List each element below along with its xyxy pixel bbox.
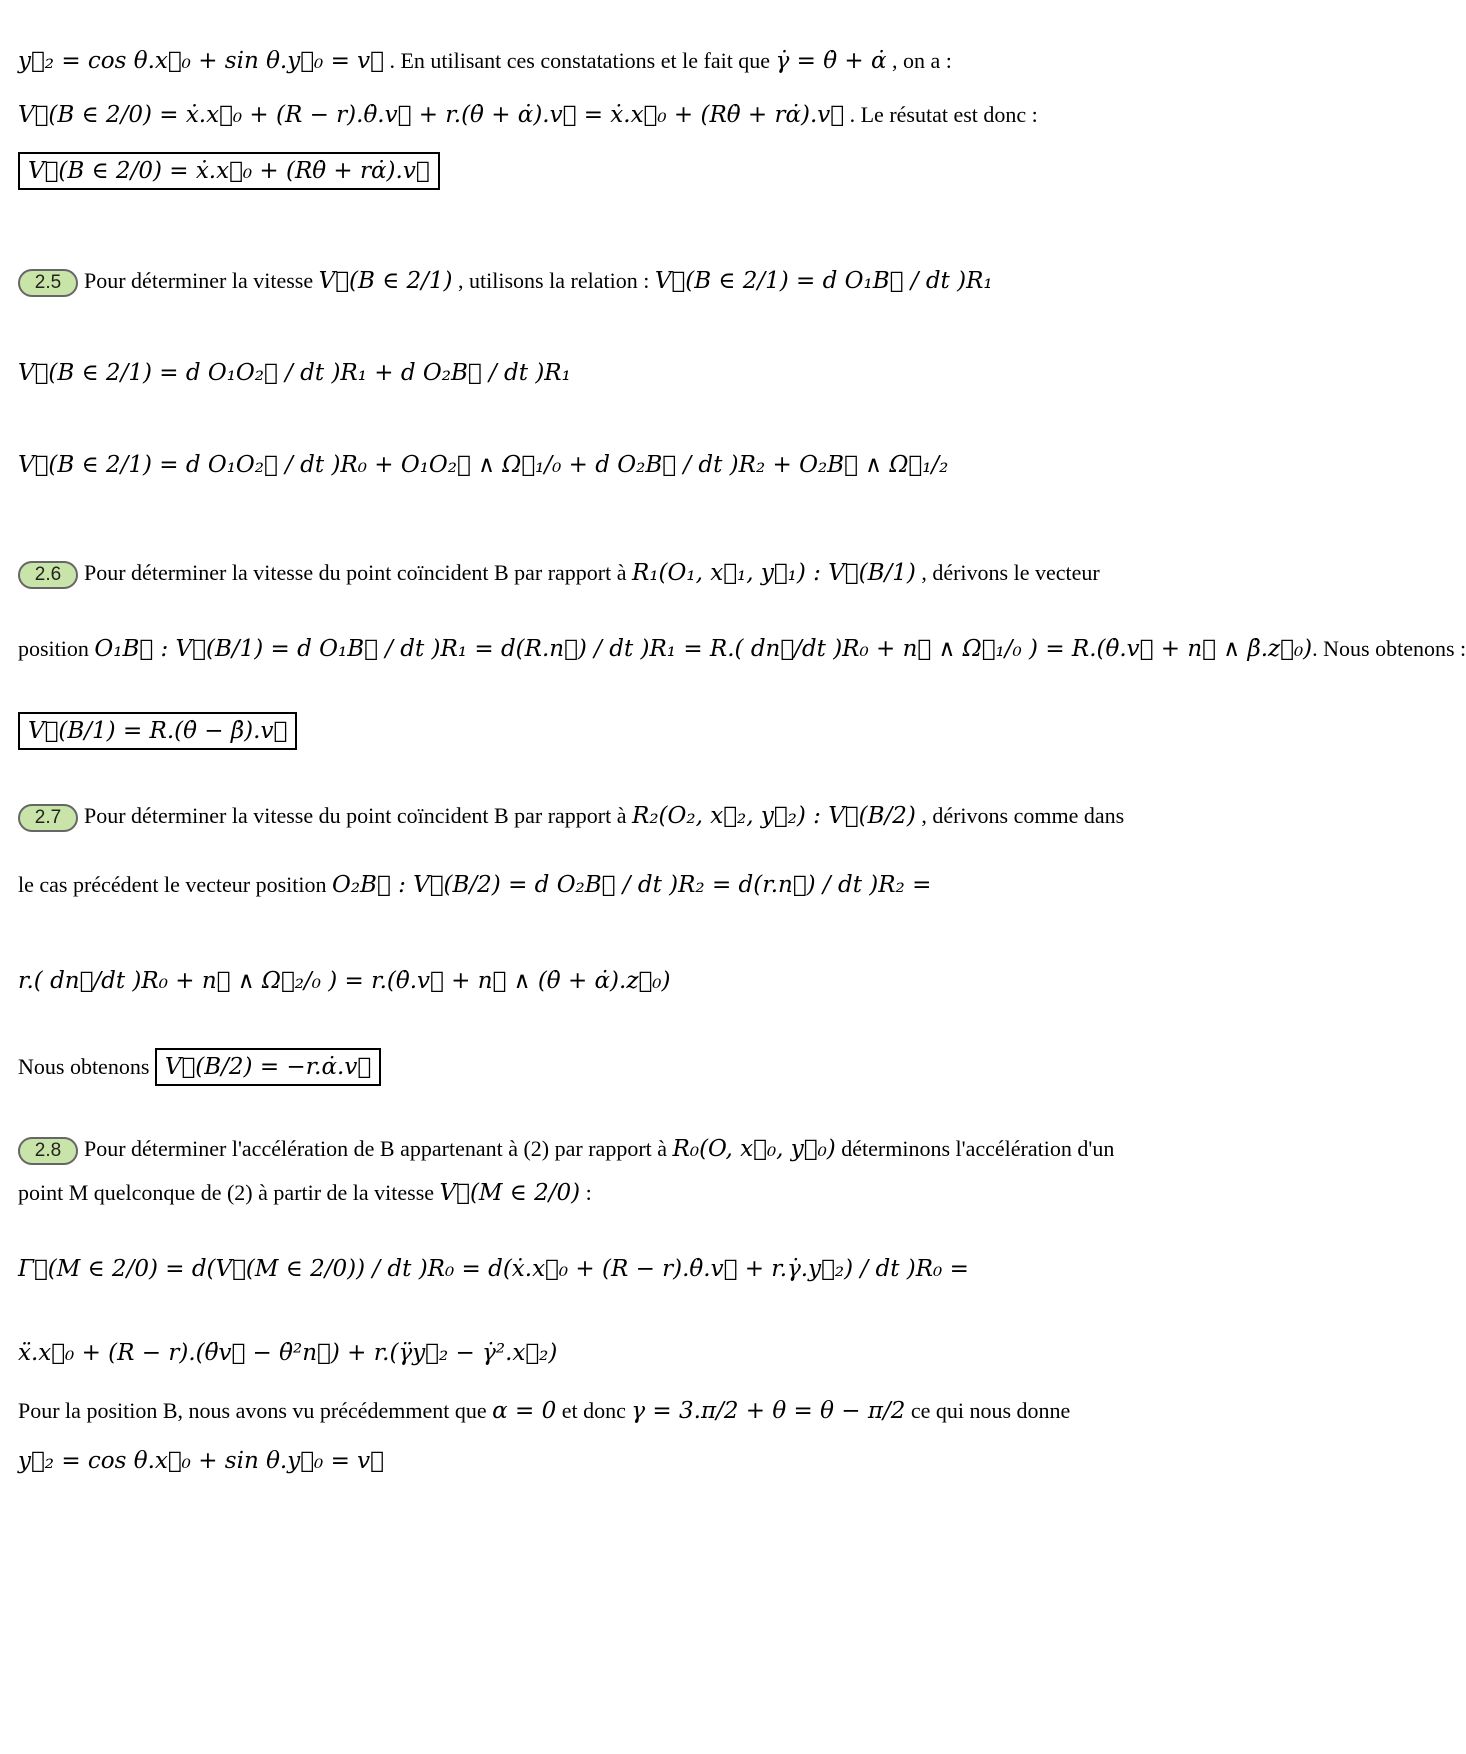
text-line (18, 872, 931, 898)
equation: V⃗(B ∈ 2/0) = ẋ.x⃗₀ + (Rθ̇ + rα̇).v⃗ (28, 158, 430, 184)
equation: V⃗(B ∈ 2/1) = d O₁O₂⃗ / dt )R₁ + d O₂B⃗ / dt )R₁ (18, 360, 571, 386)
equation: R₀(O, x⃗₀, y⃗₀) (672, 1136, 836, 1162)
section-number-badge: 2.8 (18, 1137, 78, 1165)
text-line (18, 712, 297, 750)
equation: V⃗(B ∈ 2/1) = d O₁O₂⃗ / dt )R₀ + O₁O₂⃗ ∧ Ω⃗₁/₀ + d O₂B⃗ / dt )R₂ + O₂B⃗ ∧ Ω⃗₁/₂ (18, 452, 949, 478)
boxed-result (18, 712, 297, 750)
equation: V⃗(M ∈ 2/0) (439, 1180, 581, 1206)
text-line (18, 1340, 557, 1366)
text-line (18, 102, 1038, 128)
text-fragment: . En utilisant ces constatations et le fait que (383, 48, 776, 73)
text-fragment: le cas précédent le vecteur position (18, 872, 332, 897)
text-line (18, 560, 1100, 589)
text-line (18, 268, 993, 297)
text-line (18, 1048, 381, 1086)
text-line (18, 1180, 592, 1206)
text-fragment: . Nous obtenons : (1312, 636, 1466, 661)
equation: y⃗₂ = cos θ.x⃗₀ + sin θ.y⃗₀ = v⃗ (18, 48, 384, 74)
equation: α = 0 (492, 1398, 557, 1424)
text-fragment: ce qui nous donne (905, 1398, 1071, 1423)
equation: γ = 3.π/2 + θ = θ − π/2 (631, 1398, 906, 1424)
section-number-badge: 2.5 (18, 269, 78, 297)
text-fragment: , on a : (886, 48, 952, 73)
equation: R₂(O₂, x⃗₂, y⃗₂) : V⃗(B/2) (632, 803, 916, 829)
text-line (18, 636, 1466, 662)
text-line (18, 452, 948, 478)
equation: R₁(O₁, x⃗₁, y⃗₁) : V⃗(B/1) (632, 560, 916, 586)
section-number-badge: 2.7 (18, 804, 78, 832)
equation: ẍ.x⃗₀ + (R − r).(θ̈v⃗ − θ̇²n⃗) + r.(γ̈y⃗₂ − γ̇².x⃗₂) (18, 1340, 558, 1366)
text-line (18, 1398, 1070, 1424)
text-line (18, 803, 1124, 832)
text-line (18, 152, 440, 190)
equation: O₁B⃗ : V⃗(B/1) = d O₁B⃗ / dt )R₁ = d(R.n⃗) / dt )R₁ = R.( dn⃗/dt )R₀ + n⃗ ∧ Ω⃗₁/₀ ) = R.(θ̇.v⃗ + n⃗ ∧ β̇.z⃗₀) (94, 636, 1313, 662)
equation: y⃗₂ = cos θ.x⃗₀ + sin θ.y⃗₀ = v⃗ (18, 1448, 384, 1474)
text-fragment: . Le résutat est donc : (844, 102, 1038, 127)
equation: O₂B⃗ : V⃗(B/2) = d O₂B⃗ / dt )R₂ = d(r.n⃗) / dt )R₂ = (331, 872, 932, 898)
text-line (18, 360, 571, 386)
boxed-result: V⃗(B/2) = −r.α̇.v⃗ (155, 1048, 381, 1086)
text-line (18, 48, 952, 74)
text-fragment: point M quelconque de (2) à partir de la vitesse (18, 1180, 440, 1205)
text-fragment: : (580, 1180, 592, 1205)
text-fragment: et donc (556, 1398, 632, 1423)
text-fragment: , dérivons le vecteur (915, 560, 1100, 585)
text-fragment: Pour déterminer la vitesse du point coïncident B par rapport à (84, 803, 633, 828)
boxed-result (18, 152, 440, 190)
text-fragment: Pour déterminer la vitesse du point coïncident B par rapport à (84, 560, 633, 585)
text-fragment: Pour déterminer la vitesse (84, 268, 319, 293)
text-line (18, 1136, 1114, 1165)
text-fragment: Pour la position B, nous avons vu précédemment que (18, 1398, 493, 1423)
text-line (18, 968, 670, 994)
equation: V⃗(B/1) = R.(θ̇ − β̇).v⃗ (28, 718, 288, 744)
text-fragment: Nous obtenons (18, 1054, 155, 1079)
text-fragment: Pour déterminer l'accélération de B appartenant à (2) par rapport à (84, 1136, 673, 1161)
equation: V⃗(B ∈ 2/1) (318, 268, 453, 294)
text-fragment: position (18, 636, 95, 661)
equation: V⃗(B ∈ 2/0) = ẋ.x⃗₀ + (R − r).θ̇.v⃗ + r.(θ̇ + α̇).v⃗ = ẋ.x⃗₀ + (Rθ̇ + rα̇).v⃗ (18, 102, 845, 128)
text-fragment: déterminons l'accélération d'un (835, 1136, 1115, 1161)
equation: r.( dn⃗/dt )R₀ + n⃗ ∧ Ω⃗₂/₀ ) = r.(θ̇.v⃗ + n⃗ ∧ (θ̇ + α̇).z⃗₀) (18, 968, 671, 994)
text-fragment: , utilisons la relation : (452, 268, 655, 293)
equation: V⃗(B ∈ 2/1) = d O₁B⃗ / dt )R₁ (654, 268, 993, 294)
equation: γ̇ = θ̇ + α̇ (775, 48, 887, 74)
text-line (18, 1448, 384, 1474)
equation: Γ⃗(M ∈ 2/0) = d(V⃗(M ∈ 2/0)) / dt )R₀ = d(ẋ.x⃗₀ + (R − r).θ̇.v⃗ + r.γ̇.y⃗₂) / dt )R₀ = (18, 1256, 969, 1282)
text-line (18, 1256, 969, 1282)
text-fragment: , dérivons comme dans (915, 803, 1125, 828)
section-number-badge: 2.6 (18, 561, 78, 589)
